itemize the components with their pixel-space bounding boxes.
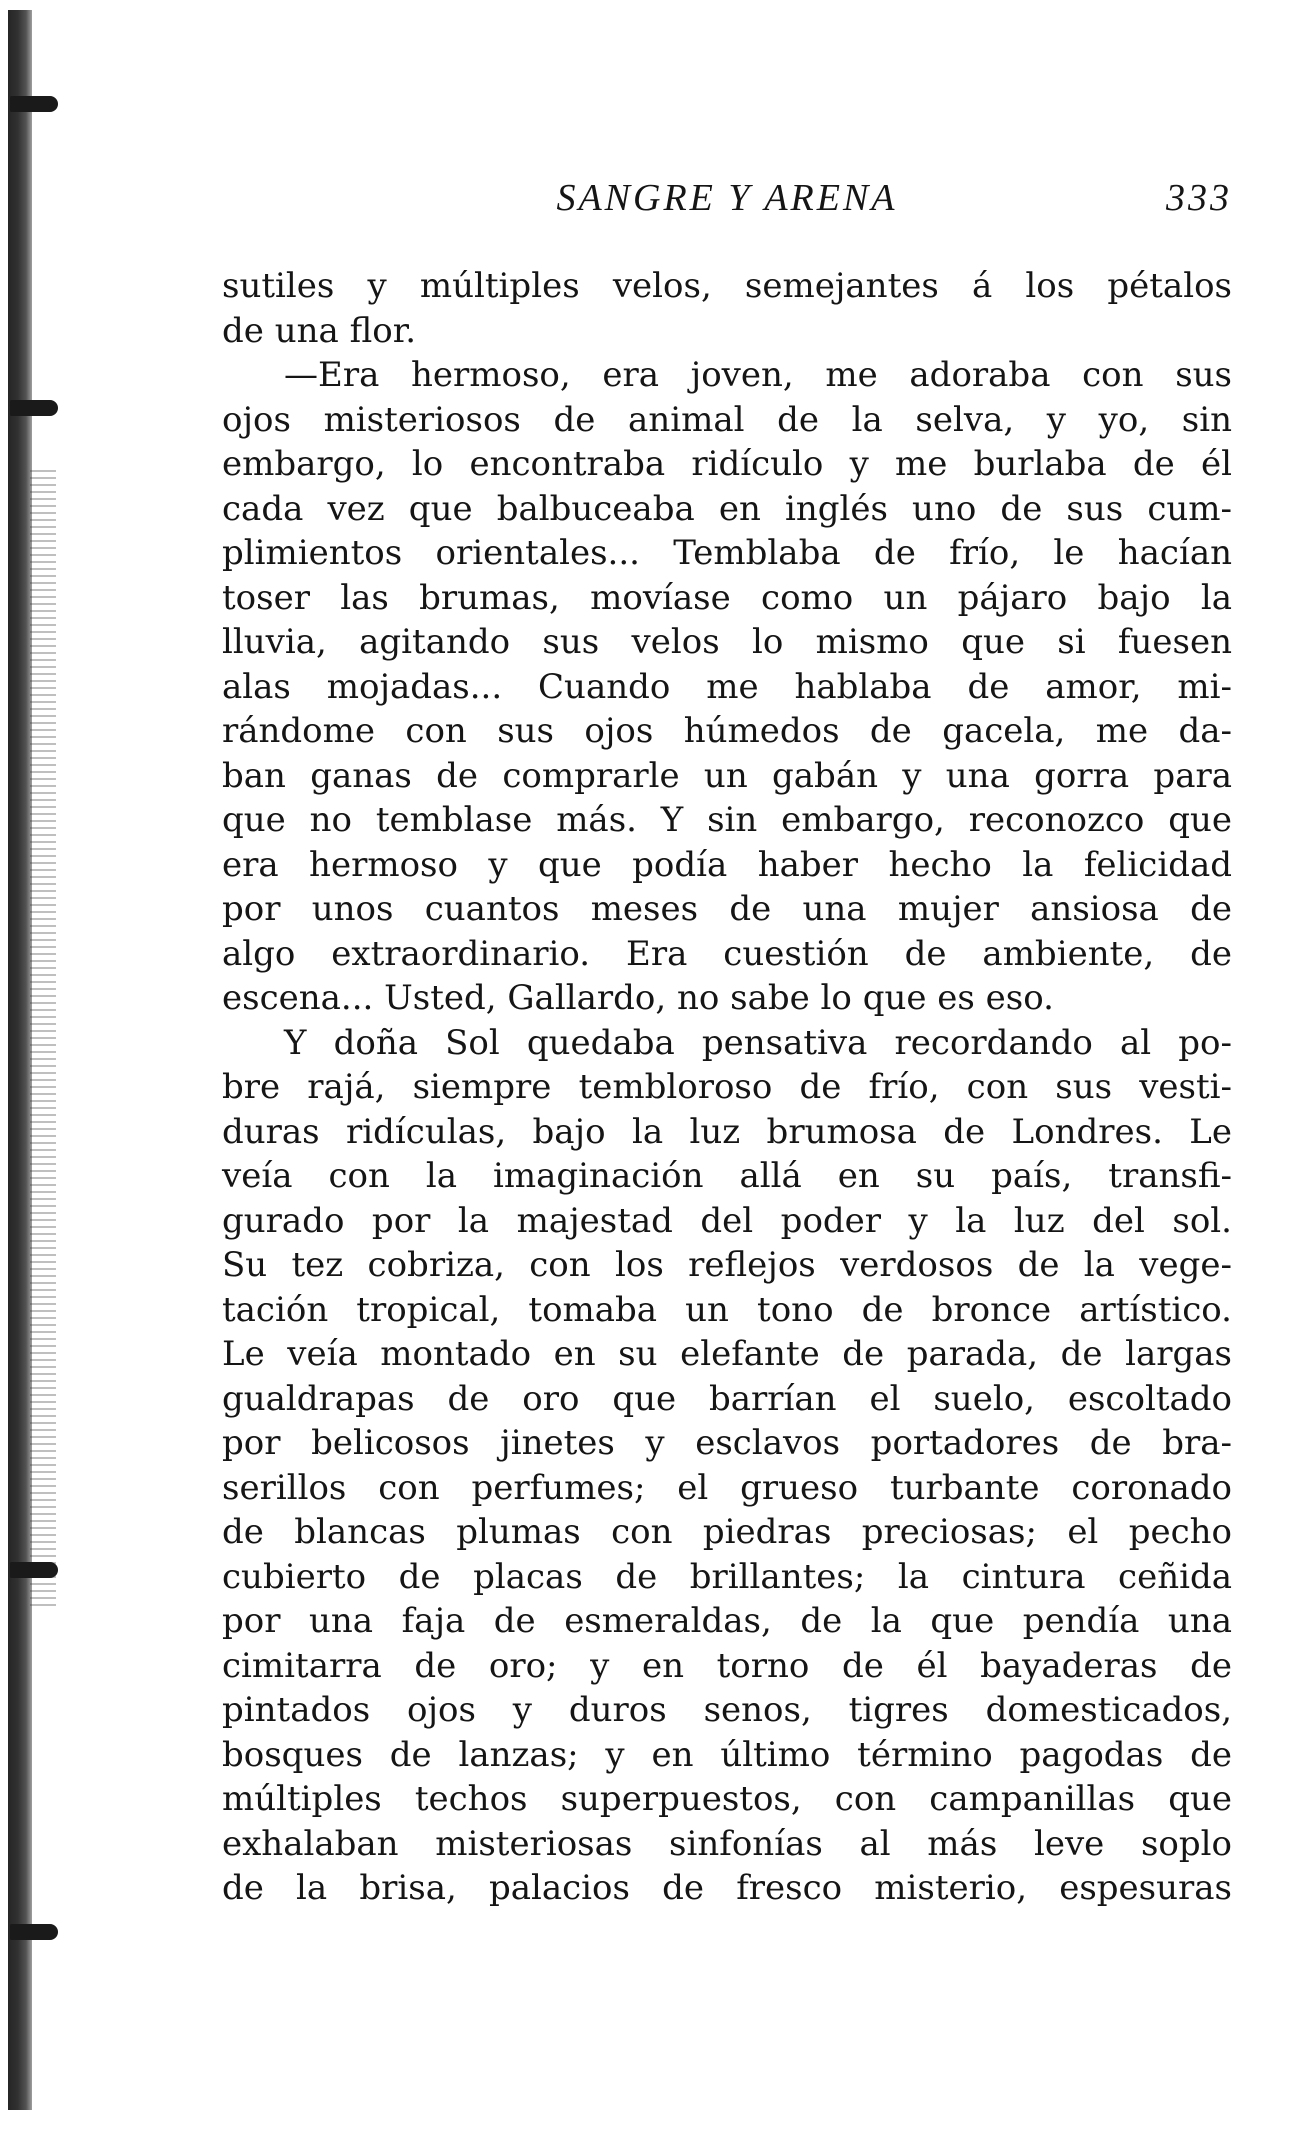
- text-line: Su tez cobriza, con los reflejos verdosos de la vege-: [222, 1245, 1232, 1285]
- text-line: lluvia, agitando sus velos lo mismo que si fuesen: [222, 622, 1232, 662]
- text-line: veía con la imaginación allá en su país, transfi-: [222, 1156, 1232, 1196]
- text-line: embargo, lo encontraba ridículo y me burlaba de él: [222, 444, 1232, 484]
- text-line: tación tropical, tomaba un tono de bronce artístico.: [222, 1289, 1232, 1330]
- text-line: ban ganas de comprarle un gabán y una gorra para: [222, 755, 1232, 796]
- text-line: ojos misteriosos de animal de la selva, y yo, sin: [222, 399, 1232, 440]
- text-line: toser las brumas, movíase como un pájaro bajo la: [222, 577, 1232, 618]
- text-line: algo extraordinario. Era cuestión de ambiente, de: [222, 933, 1232, 974]
- text-line: era hermoso y que podía haber hecho la felicidad: [222, 844, 1232, 885]
- text-line: múltiples techos superpuestos, con campanillas que: [222, 1779, 1232, 1819]
- text-line: bosques de lanzas; y en último término pagodas de: [222, 1734, 1232, 1775]
- binding-mark-upper: [10, 400, 58, 416]
- text-line: Y doña Sol quedaba pensativa recordando al po-: [284, 1022, 1232, 1063]
- text-line: de blancas plumas con piedras preciosas; el pecho: [222, 1512, 1232, 1552]
- text-line: de la brisa, palacios de fresco misterio, espesuras: [222, 1868, 1232, 1908]
- text-line: duras ridículas, bajo la luz brumosa de Londres. Le: [222, 1111, 1232, 1152]
- binding-mark-bottom: [10, 1924, 58, 1940]
- text-line: que no temblase más. Y sin embargo, reconozco que: [222, 800, 1232, 840]
- binding-mark-lower: [10, 1562, 58, 1578]
- text-line: de una flor.: [222, 310, 417, 351]
- text-line: por belicosos jinetes y esclavos portadores de bra-: [222, 1423, 1232, 1463]
- text-line: bre rajá, siempre tembloroso de frío, con sus vesti-: [222, 1067, 1232, 1107]
- text-line: Le veía montado en su elefante de parada, de largas: [222, 1334, 1232, 1374]
- text-line: cada vez que balbuceaba en inglés uno de sus cum-: [222, 488, 1232, 529]
- text-line: sutiles y múltiples velos, semejantes á los pétalos: [222, 266, 1232, 306]
- binding-mark-top: [10, 96, 58, 112]
- text-line: exhalaban misteriosas sinfonías al más leve soplo: [222, 1823, 1232, 1864]
- running-title: SANGRE Y ARENA: [556, 177, 898, 219]
- text-line: cubierto de placas de brillantes; la cintura ceñida: [222, 1556, 1232, 1597]
- text-line: plimientos orientales... Temblaba de frío, le hacían: [222, 533, 1232, 573]
- binding-edge: [8, 10, 32, 2110]
- body-text: [222, 264, 1232, 1911]
- text-line: por una faja de esmeraldas, de la que pendía una: [222, 1601, 1232, 1641]
- text-line: alas mojadas... Cuando me hablaba de amor, mi-: [222, 666, 1232, 707]
- text-line: serillos con perfumes; el grueso turbante coronado: [222, 1467, 1232, 1508]
- text-line: —Era hermoso, era joven, me adoraba con sus: [284, 355, 1232, 395]
- text-line: pintados ojos y duros senos, tigres domesticados,: [222, 1690, 1232, 1730]
- binding-shadow: [30, 470, 56, 1610]
- text-line: cimitarra de oro; y en torno de él bayaderas de: [222, 1645, 1232, 1686]
- text-line: por unos cuantos meses de una mujer ansiosa de: [222, 889, 1232, 929]
- page-number: 333: [1166, 177, 1232, 219]
- running-head: [222, 176, 1232, 226]
- text-line: gualdrapas de oro que barrían el suelo, escoltado: [222, 1378, 1232, 1419]
- text-line: rándome con sus ojos húmedos de gacela, me da-: [222, 711, 1232, 751]
- text-line: gurado por la majestad del poder y la luz del sol.: [222, 1200, 1232, 1241]
- text-line: escena... Usted, Gallardo, no sabe lo que es eso.: [222, 978, 1054, 1018]
